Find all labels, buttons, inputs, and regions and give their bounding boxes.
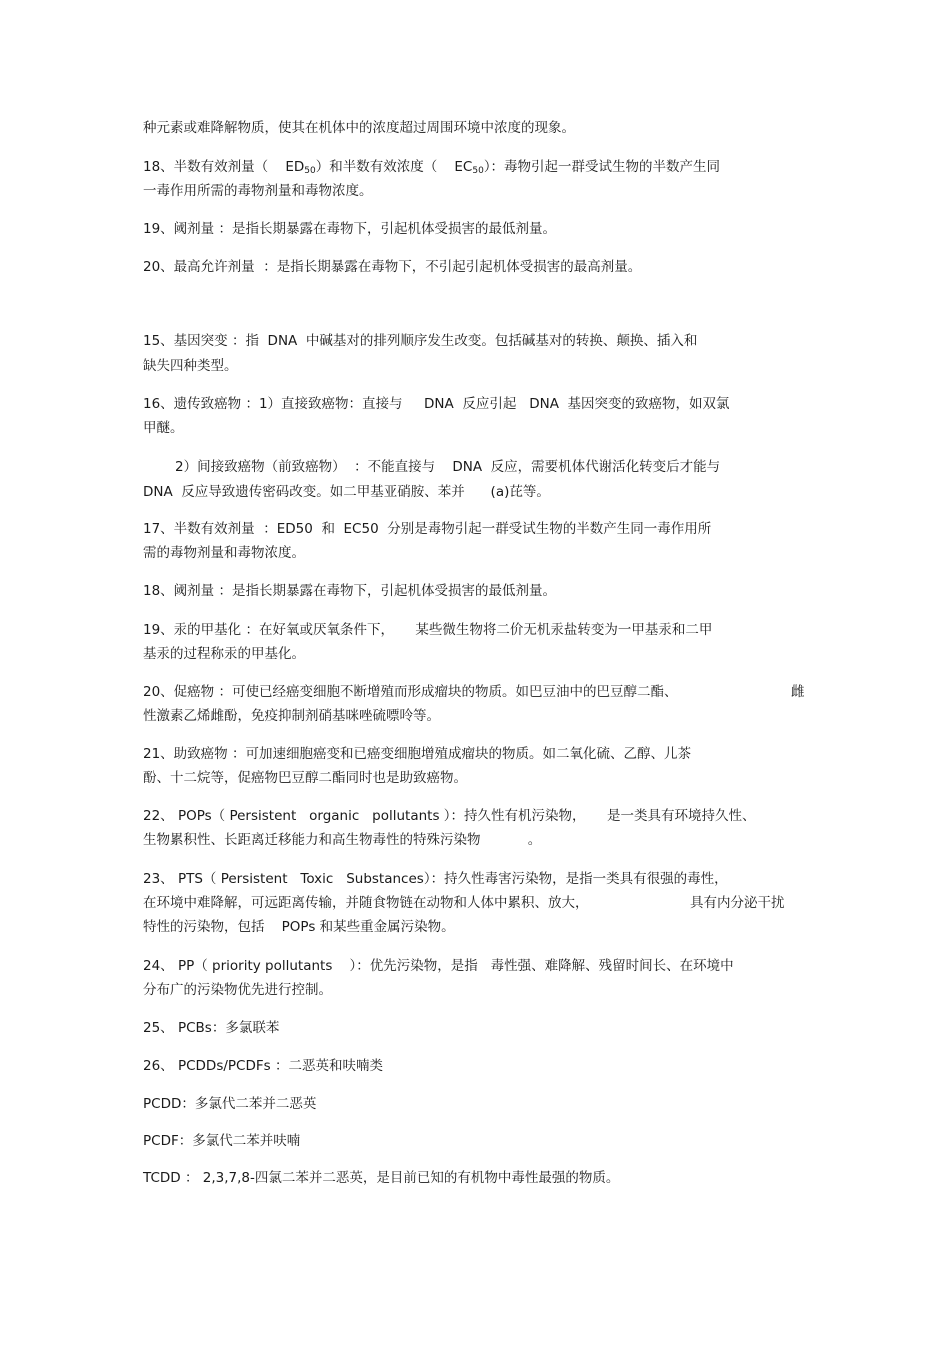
text-line: PCDF：多氯代二苯并呋喃 xyxy=(143,1133,301,1149)
text-line: 26、 PCDDs/PCDFs ：二恶英和呋喃类 xyxy=(143,1058,383,1074)
text-line: 酚、十二烷等，促癌物巴豆醇二酯同时也是助致癌物。 xyxy=(143,770,467,786)
text-line: 特性的污染物，包括 POPs 和某些重金属污染物。 xyxy=(143,919,455,935)
text-line: 24、 PP（ priority pollutants ）：优先污染物，是指 毒性强、难降解、残留时间长、在环境中 xyxy=(143,958,734,974)
text-line: 16、遗传致癌物 ：1）直接致癌物：直接与 DNA 反应引起 DNA 基因突变的致癌物，如双氯 xyxy=(143,396,730,412)
text-line: 19、阈剂量 ：是指长期暴露在毒物下，引起机体受损害的最低剂量。 xyxy=(143,221,556,237)
text-line: 分布广的污染物优先进行控制。 xyxy=(143,982,332,998)
text-line: 15、基因突变 ：指 DNA 中碱基对的排列顺序发生改变。包括碱基对的转换、颠换、插入和 xyxy=(143,333,698,349)
text-line: 2）间接致癌物（前致癌物） ：不能直接与 DNA 反应，需要机体代谢活化转变后才能与 xyxy=(175,459,721,475)
text-line: 25、 PCBs：多氯联苯 xyxy=(143,1020,280,1036)
text-fragment: 具有内分泌干扰 xyxy=(690,895,785,911)
text-line: 19、汞的甲基化 ：在好氧或厌氧条件下， 某些微生物将二价无机汞盐转变为一甲基汞和二甲 xyxy=(143,622,713,638)
text-line: 17、半数有效剂量 ：ED50 和 EC50 分别是毒物引起一群受试生物的半数产生同一毒作用所 xyxy=(143,521,712,537)
text-line: 甲醚。 xyxy=(143,420,184,436)
text-fragment: 雌 xyxy=(791,684,805,700)
text-line: 在环境中难降解，可远距离传输，并随食物链在动物和人体中累积、放大， xyxy=(143,895,589,911)
text-line: 性激素乙烯雌酚，免疫抑制剂硝基咪唑硫嘌呤等。 xyxy=(143,708,440,724)
text-line: 生物累积性、长距离迁移能力和高生物毒性的特殊污染物 。 xyxy=(143,832,542,848)
text-line: 基汞的过程称汞的甲基化。 xyxy=(143,646,305,662)
text-line: 20、促癌物 ：可使已经癌变细胞不断增殖而形成瘤块的物质。如巴豆油中的巴豆醇二酯、 xyxy=(143,684,678,700)
text-line: 缺失四种类型。 xyxy=(143,358,238,374)
text-line: 一毒作用所需的毒物剂量和毒物浓度。 xyxy=(143,183,373,199)
text-line: 22、 POPs（ Persistent organic pollutants ）：持久性有机污染物， 是一类具有环境持久性、 xyxy=(143,808,756,824)
text-line-18-ed50: 18、半数有效剂量（ $ED_{50}$）和半数有效浓度（ $EC_{50}$）：毒物引起一群受试生物的半数产生同 xyxy=(143,159,721,176)
text-line: 21、助致癌物 ：可加速细胞癌变和已癌变细胞增殖成瘤块的物质。如二氧化硫、乙醇、儿茶 xyxy=(143,746,691,762)
text-line: 种元素或难降解物质，使其在机体中的浓度超过周围环境中浓度的现象。 xyxy=(143,120,575,136)
text-line: 18、阈剂量 ：是指长期暴露在毒物下，引起机体受损害的最低剂量。 xyxy=(143,583,556,599)
text-line: PCDD：多氯代二苯并二恶英 xyxy=(143,1096,317,1112)
text-line: 需的毒物剂量和毒物浓度。 xyxy=(143,545,305,561)
text-line: DNA 反应导致遗传密码改变。如二甲基亚硝胺、苯并 (a)芘等。 xyxy=(143,484,550,500)
text-line: 20、最高允许剂量 ：是指长期暴露在毒物下，不引起引起机体受损害的最高剂量。 xyxy=(143,259,642,275)
text-line: 23、 PTS（ Persistent Toxic Substances）：持久性毒害污染物，是指一类具有很强的毒性， xyxy=(143,871,728,887)
text-line: TCDD ： 2,3,7,8-四氯二苯并二恶英，是目前已知的有机物中毒性最强的物质。 xyxy=(143,1170,620,1186)
